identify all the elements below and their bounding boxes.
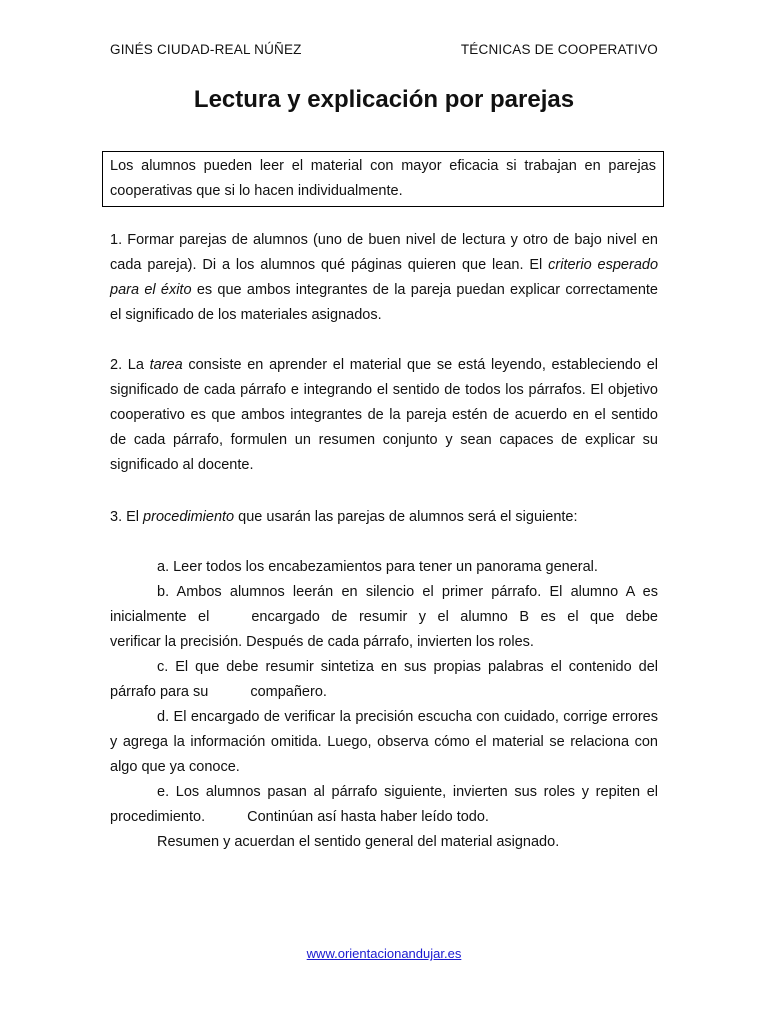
paragraph-3-text-a: 3. El (110, 509, 144, 525)
paragraph-1-emphasis: criterio esperado para el éxito (110, 257, 659, 298)
step-e-line-1: e. Los alumnos pasan al párrafo siguiente, invierten sus roles y repiten el (157, 784, 658, 800)
paragraph-3-emphasis: procedimiento (143, 509, 235, 525)
document-title: Lectura y explicación por parejas (193, 86, 575, 113)
header-topic: TÉCNICAS DE COOPERATIVO (460, 42, 658, 57)
step-b-line-2 (110, 605, 658, 630)
paragraph-1 (110, 228, 658, 328)
step-b-line-2a: inicialmente el (110, 609, 210, 625)
intro-box: Los alumnos pueden leer el material con mayor eficacia si trabajan en parejas cooperativas que si lo hacen individualmente. (102, 151, 664, 207)
step-c-line-1: c. El que debe resumir sintetiza en sus propias palabras el contenido del (157, 659, 658, 675)
step-a: a. Leer todos los encabezamientos para tener un panorama general. (157, 559, 598, 575)
website-link[interactable]: www.orientacionandujar.es (306, 946, 462, 961)
procedure-steps (110, 555, 658, 855)
paragraph-2-text-b: consiste en aprender el material que se está leyendo, estableciendo el significado de cada párrafo e integrando el sentido de todos los párrafos. El objetivo cooperativo es que ambos integrantes de la pareja estén de acuerdo en el sentido de cada párrafo, formulen un resumen conjunto y sean capaces de explicar su significado al docente. (110, 357, 658, 473)
step-b-line-3: verificar la precisión. Después de cada párrafo, invierten los roles. (110, 634, 534, 650)
step-d: d. El encargado de verificar la precisión escucha con cuidado, corrige errores y agrega la información omitida. Luego, observa cómo el material se relaciona con algo que ya conoce. (110, 709, 658, 775)
step-summary: Resumen y acuerdan el sentido general del material asignado. (157, 834, 560, 850)
step-e-line-2a: procedimiento. (110, 809, 206, 825)
page-header (110, 42, 658, 62)
paragraph-2-text-a: 2. La (110, 357, 150, 373)
header-author: GINÉS CIUDAD-REAL NÚÑEZ (110, 42, 302, 57)
page-footer (0, 946, 768, 961)
step-c-line-2a: párrafo para su (110, 684, 209, 700)
step-e-line-2b: Continúan así hasta haber leído todo. (247, 809, 489, 825)
paragraph-1-text-b: es que ambos integrantes de la pareja puedan explicar correctamente el significado de los materiales asignados. (110, 282, 658, 323)
step-c-line-2 (110, 680, 658, 705)
paragraph-3 (110, 505, 658, 530)
step-e-line-2 (110, 805, 658, 830)
paragraph-1-text-a: 1. Formar parejas de alumnos (uno de buen nivel de lectura y otro de bajo nivel en cada pareja). Di a los alumnos qué páginas quieren que lean. El (110, 232, 658, 273)
step-c-line-2b: compañero. (250, 684, 327, 700)
paragraph-2-emphasis: tarea (149, 357, 183, 373)
step-b-line-2b: encargado de resumir y el alumno B es el que debe (251, 609, 658, 625)
paragraph-3-text-b: que usarán las parejas de alumnos será el siguiente: (234, 509, 578, 525)
step-b-line-1: b. Ambos alumnos leerán en silencio el primer párrafo. El alumno A es (157, 584, 658, 600)
paragraph-2 (110, 353, 658, 478)
